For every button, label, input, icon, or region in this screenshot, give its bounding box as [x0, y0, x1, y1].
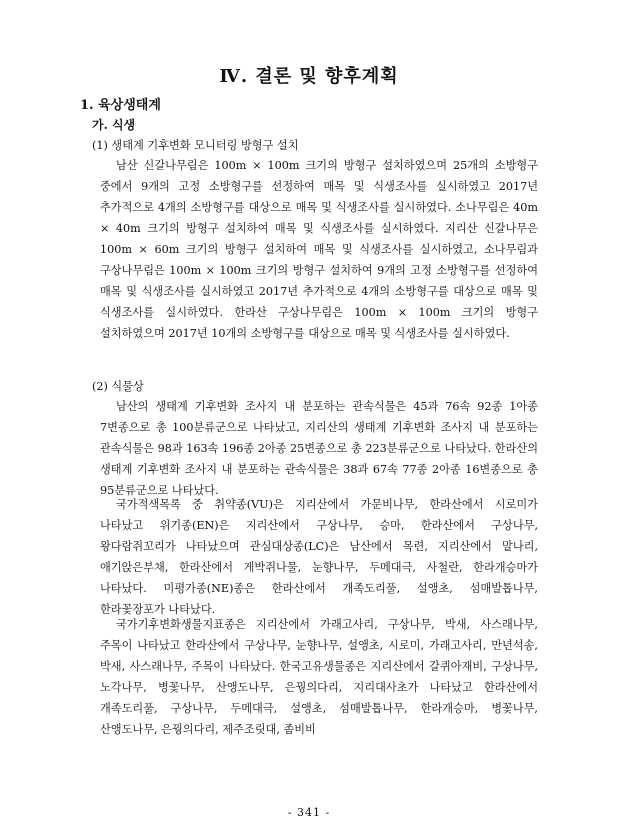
section-heading: 1. 육상생태계: [80, 98, 161, 113]
item2-paragraph-3: 국가기후변화생물지표종은 지리산에서 가래고사리, 구상나무, 박새, 사스래나무, 주목이 나타났고 한라산에서 구상나무, 눈향나무, 설앵초, 시로미, 가래고사리, 만년석송, 박새, 사스래나무, 주목이 나타났다. 한국고유생물종은 지리산에서 갈퀴아재비, 구상나무, 노각나무, 병꽃나무, 산앵도나무, 은꿩의다리, 지리대사초가 나타났고 한라산에서 개족도리풀, 구상나무, 두메대극, 설앵초, 섬매발톱나무, 한라개승마, 병꽃나무, 산앵도나무, 은꿩의다리, 제주조릿대, 좀비비: [100, 618, 538, 736]
page-number: - 341 -: [287, 806, 331, 819]
chapter-title: Ⅳ. 결론 및 향후계획: [219, 66, 399, 87]
item2-paragraph-1: 남산의 생태계 기후변화 조사지 내 분포하는 관속식물은 45과 76속 92종 1아종 7변종으로 총 100분류군으로 나타났고, 지리산의 생태계 기후변화 조사지 내 분포하는 관속식물은 98과 163속 196종 2아종 25변종으로 총 223분류군으로 나타났다. 한라산의 생태계 기후변화 조사지 내 분포하는 관속식물은 38과 67속 77종 2아종 16변종으로 총 95분류군으로 나타났다.: [100, 400, 538, 497]
item1-heading: (1) 생태계 기후변화 모니터링 방형구 설치: [92, 139, 299, 152]
item1-paragraph: 남산 신갈나무림은 100m × 100m 크기의 방형구 설치하였으며 25개의 소방형구 중에서 9개의 고정 소방형구를 선정하여 매목 및 식생조사를 실시하였고 2017년 추가적으로 4개의 소방형구를 대상으로 매목 및 식생조사를 실시하였다. 소나무림은 40m × 40m 크기의 방형구 설치하여 매목 및 식생조사를 실시하였다. 지리산 신갈나무은 100m × 60m 크기의 방형구 설치하여 매목 및 식생조사를 실시하였고, 소나무림과 구상나무림은 100m × 100m 크기의 방형구 설치하여 9개의 고정 소방형구를 선정하여 매목 및 식생조사를 실시하였고 2017년 추가적으로 4개의 소방형구를 대상으로 매목 및 식생조사를 실시하였다. 한라산 구상나무림은 100m × 100m 크기의 방형구 설치하였으며 2017년 10개의 소방형구를 대상으로 매목 및 식생조사를 실시하였다.: [100, 159, 538, 340]
item2-heading: (2) 식물상: [92, 380, 144, 393]
subsection-heading: 가. 식생: [92, 118, 136, 132]
item2-paragraph-2: 국가적색목록 중 취약종(VU)은 지리산에서 가문비나무, 한라산에서 시로미가 나타났고 위기종(EN)은 지리산에서 구상나무, 승마, 한라산에서 구상나무, 왕다람쥐꼬리가 나타났으며 관심대상종(LC)은 남산에서 목련, 지리산에서 말나리, 애기앉은부채, 한라산에서 게박쥐나물, 눈향나무, 두메대극, 사철란, 한라개승마가 나타났다. 미평가종(NE)종은 한라산에서 개족도리풀, 설앵초, 섬매발톱나무, 한라꽃장포가 나타났다.: [100, 498, 538, 616]
